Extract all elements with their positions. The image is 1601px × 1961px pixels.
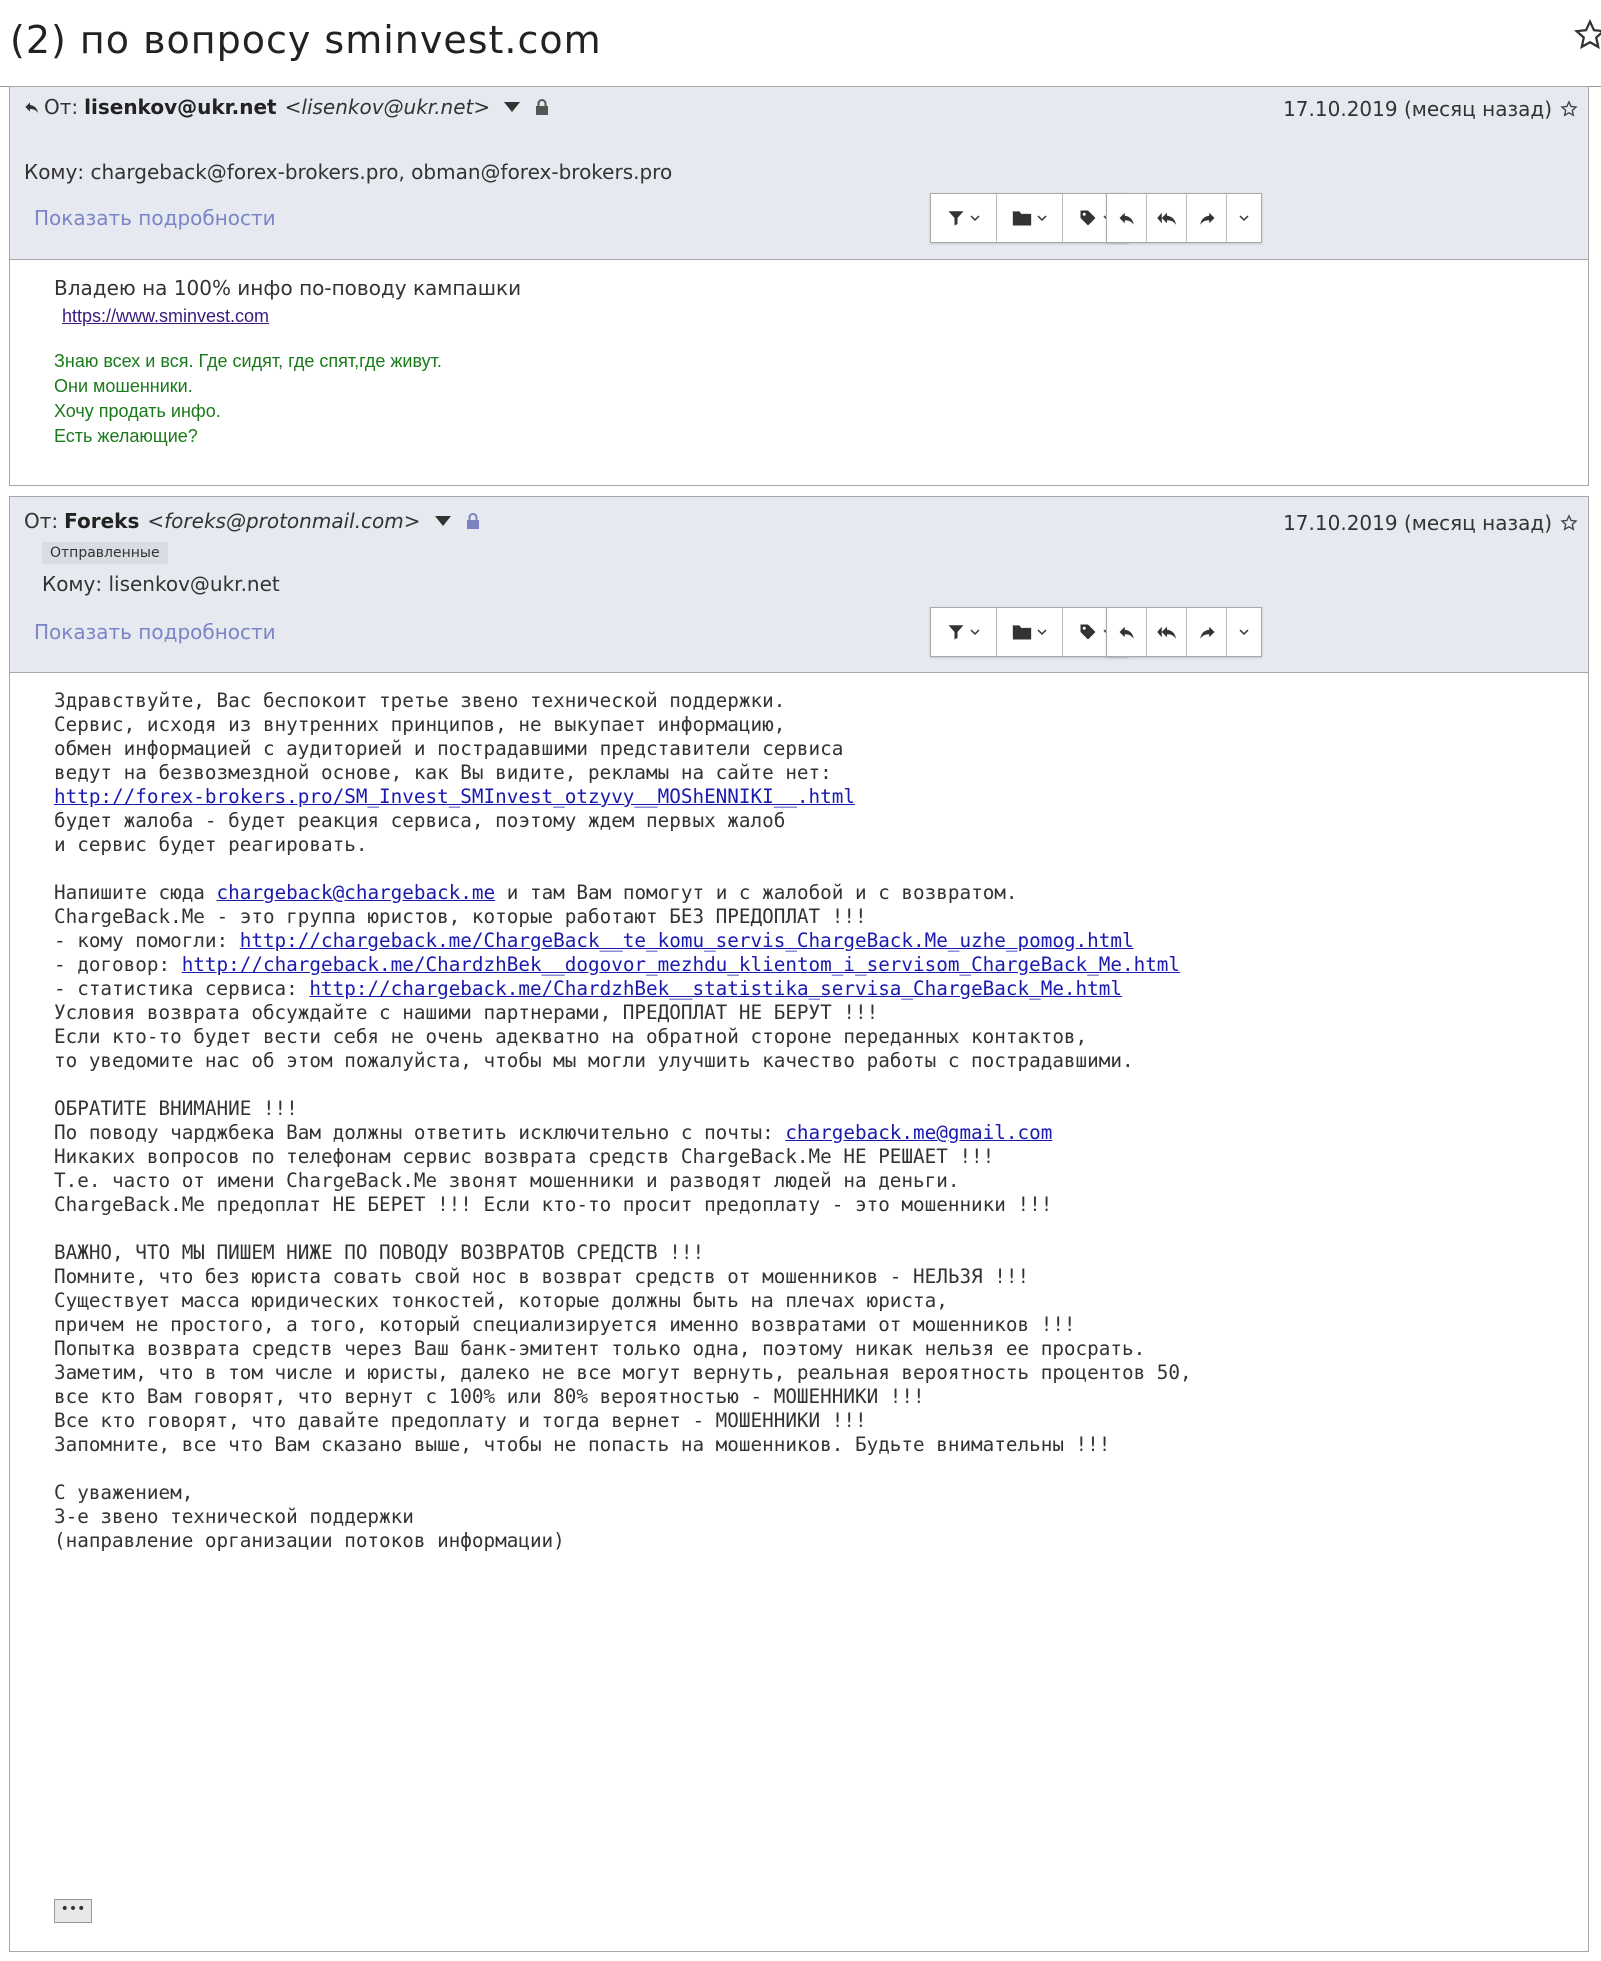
- reply-all-icon: [1156, 623, 1178, 641]
- toolbar-organize: [930, 607, 1129, 657]
- body-line: и сервис будет реагировать.: [54, 833, 368, 856]
- from-line: [24, 95, 550, 119]
- message-body-2: [10, 672, 1588, 1951]
- email-link[interactable]: chargeback@chargeback.me: [216, 881, 496, 904]
- chevron-down-icon: [1238, 212, 1250, 224]
- body-line: - кому помогли: http://chargeback.me/ChargeBack__te_komu_servis_ChargeBack.Me_uzhe_pomog.html: [54, 929, 1134, 952]
- body-link[interactable]: http://chargeback.me/ChardzhBek__statistika_servisa_ChargeBack_Me.html: [309, 977, 1122, 1000]
- chevron-down-icon[interactable]: [504, 102, 520, 112]
- from-email[interactable]: <foreks@protonmail.com>: [147, 509, 421, 533]
- toolbar-actions: [1106, 193, 1262, 243]
- message-text: [54, 689, 1192, 1553]
- filter-button[interactable]: [931, 194, 997, 242]
- chevron-down-icon: [1238, 626, 1250, 638]
- body-line: все кто Вам говорят, что вернут с 100% или 80% вероятностью - МОШЕННИКИ !!!: [54, 1385, 925, 1408]
- lock-icon: [465, 512, 481, 530]
- body-line: Здравствуйте, Вас беспокоит третье звено технической поддержки.: [54, 689, 786, 712]
- folder-button[interactable]: [997, 608, 1063, 656]
- body-line: обмен информацией с аудиторией и пострадавшими представители сервиса: [54, 737, 844, 760]
- email-link[interactable]: chargeback.me@gmail.com: [785, 1121, 1053, 1144]
- thread-title: (2) по вопросу sminvest.com: [10, 18, 602, 62]
- reply-button[interactable]: [1107, 608, 1147, 656]
- message-date: [1283, 511, 1578, 535]
- message-card-1: [9, 86, 1589, 486]
- lock-icon: [534, 98, 550, 116]
- from-name[interactable]: Foreks: [64, 509, 140, 533]
- body-line: Т.е. часто от имени ChargeBack.Me звонят мошенники и разводят людей на деньги.: [54, 1169, 960, 1192]
- body-line: Условия возврата обсуждайте с нашими партнерами, ПРЕДОПЛАТ НЕ БЕРУТ !!!: [54, 1001, 879, 1024]
- body-line: Заметим, что в том числе и юристы, далеко не все могут вернуть, реальная вероятность процентов 50,: [54, 1361, 1192, 1384]
- reply-all-button[interactable]: [1147, 194, 1187, 242]
- date-text: 17.10.2019 (месяц назад): [1283, 511, 1552, 535]
- to-label: Кому:: [24, 160, 85, 184]
- chevron-down-icon: [969, 212, 981, 224]
- to-line: [42, 572, 280, 596]
- show-details-link[interactable]: Показать подробности: [34, 620, 276, 644]
- chevron-down-icon: [969, 626, 981, 638]
- body-line: Попытка возврата средств через Ваш банк-эмитент только одна, поэтому никак нельзя ее просрать.: [54, 1337, 1146, 1360]
- message-date: [1283, 97, 1578, 121]
- body-line: Если кто-то будет вести себя не очень адекватно на обратной стороне переданных контактов,: [54, 1025, 1088, 1048]
- forward-button[interactable]: [1187, 608, 1227, 656]
- more-actions-button[interactable]: [1227, 194, 1261, 242]
- more-actions-button[interactable]: [1227, 608, 1261, 656]
- reply-all-button[interactable]: [1147, 608, 1187, 656]
- thread-header: [0, 0, 1601, 87]
- body-line: - договор: http://chargeback.me/ChardzhBek__dogovor_mezhdu_klientom_i_servisom_ChargeBack_Me.html: [54, 953, 1181, 976]
- body-line: Напишите сюда chargeback@chargeback.me и там Вам помогут и с жалобой и с возвратом.: [54, 881, 1018, 904]
- reply-icon: [1117, 209, 1137, 227]
- body-line: 3-е звено технической поддержки: [54, 1505, 414, 1528]
- tag-icon: [1078, 209, 1098, 227]
- to-label: Кому:: [42, 572, 103, 596]
- forward-icon: [1197, 209, 1217, 227]
- forward-button[interactable]: [1187, 194, 1227, 242]
- folder-icon: [1012, 623, 1032, 641]
- star-icon[interactable]: [1560, 100, 1578, 118]
- message-body-1: [10, 259, 1588, 485]
- body-line: ВАЖНО, ЧТО МЫ ПИШЕМ НИЖЕ ПО ПОВОДУ ВОЗВРАТОВ СРЕДСТВ !!!: [54, 1241, 705, 1264]
- body-link[interactable]: http://chargeback.me/ChardzhBek__dogovor_mezhdu_klientom_i_servisom_ChargeBack_Me.html: [181, 953, 1181, 976]
- star-icon[interactable]: [1560, 514, 1578, 532]
- body-line: будет жалоба - будет реакция сервиса, поэтому ждем первых жалоб: [54, 809, 786, 832]
- toolbar-actions: [1106, 607, 1262, 657]
- filter-icon: [947, 209, 965, 227]
- body-line: Сервис, исходя из внутренних принципов, не выкупает информацию,: [54, 713, 786, 736]
- tag-icon: [1078, 623, 1098, 641]
- body-line: Помните, что без юриста совать свой нос в возврат средств от мошенников - НЕЛЬЗЯ !!!: [54, 1265, 1030, 1288]
- filter-icon: [947, 623, 965, 641]
- folder-icon: [1012, 209, 1032, 227]
- body-title: Владею на 100% инфо по-поводу кампашки: [54, 276, 522, 300]
- body-line: Знаю всех и вся. Где сидят, где спят,где живут.: [54, 351, 442, 371]
- body-line: ChargeBack.Me предоплат НЕ БЕРЕТ !!! Если кто-то просит предоплату - это мошенники !!!: [54, 1193, 1053, 1216]
- body-line: причем не простого, а того, который специализируется именно возвратами от мошенников !!!: [54, 1313, 1076, 1336]
- body-line: По поводу чарджбека Вам должны ответить исключительно с почты: chargeback.me@gmail.com: [54, 1121, 1053, 1144]
- body-link[interactable]: http://chargeback.me/ChargeBack__te_komu_servis_ChargeBack.Me_uzhe_pomog.html: [239, 929, 1134, 952]
- show-quoted-button[interactable]: •••: [54, 1899, 92, 1923]
- body-line: ChargeBack.Me - это группа юристов, которые работают БЕЗ ПРЕДОПЛАТ !!!: [54, 905, 867, 928]
- body-link[interactable]: https://www.sminvest.com: [62, 306, 270, 326]
- from-label: От:: [44, 95, 79, 119]
- star-icon[interactable]: [1573, 18, 1601, 52]
- reply-all-icon: [1156, 209, 1178, 227]
- body-link[interactable]: http://forex-brokers.pro/SM_Invest_SMInvest_otzyvy__MOShENNIKI__.html: [54, 785, 855, 808]
- chevron-down-icon[interactable]: [435, 516, 451, 526]
- message-card-2: [9, 496, 1589, 1952]
- message-header-1: [10, 87, 1588, 260]
- from-label: От:: [24, 509, 59, 533]
- reply-button[interactable]: [1107, 194, 1147, 242]
- chevron-down-icon: [1036, 212, 1048, 224]
- folder-badge: Отправленные: [42, 542, 168, 564]
- date-text: 17.10.2019 (месяц назад): [1283, 97, 1552, 121]
- body-line: Никаких вопросов по телефонам сервис возврата средств ChargeBack.Me НЕ РЕШАЕТ !!!: [54, 1145, 995, 1168]
- toolbar-organize: [930, 193, 1129, 243]
- to-value: chargeback@forex-brokers.pro, obman@forex-brokers.pro: [90, 160, 673, 184]
- body-line: (направление организации потоков информации): [54, 1529, 565, 1552]
- from-name[interactable]: lisenkov@ukr.net: [84, 95, 277, 119]
- body-line: Есть желающие?: [54, 426, 198, 446]
- body-line: ОБРАТИТЕ ВНИМАНИЕ !!!: [54, 1097, 298, 1120]
- reply-icon: [1117, 623, 1137, 641]
- body-line: Все кто говорят, что давайте предоплату и тогда вернет - МОШЕННИКИ !!!: [54, 1409, 867, 1432]
- body-line: Запомните, все что Вам сказано выше, чтобы не попасть на мошенников. Будьте внимательны !!!: [54, 1433, 1111, 1456]
- from-line: [24, 509, 481, 533]
- show-details-link[interactable]: Показать подробности: [34, 206, 276, 230]
- chevron-down-icon: [1036, 626, 1048, 638]
- reply-icon: [24, 99, 40, 115]
- body-line: Хочу продать инфо.: [54, 401, 221, 421]
- message-header-2: [10, 497, 1588, 673]
- filter-button[interactable]: [931, 608, 997, 656]
- body-line: С уважением,: [54, 1481, 194, 1504]
- body-line: ведут на безвозмездной основе, как Вы видите, рекламы на сайте нет:: [54, 761, 832, 784]
- to-line: [24, 160, 672, 184]
- body-line: Они мошенники.: [54, 376, 193, 396]
- body-line: то уведомите нас об этом пожалуйста, чтобы мы могли улучшить качество работы с пострадавшими.: [54, 1049, 1134, 1072]
- body-line: - статистика сервиса: http://chargeback.me/ChardzhBek__statistika_servisa_ChargeBack_Me.html: [54, 977, 1122, 1000]
- body-line: Существует масса юридических тонкостей, которые должны быть на плечах юриста,: [54, 1289, 948, 1312]
- forward-icon: [1197, 623, 1217, 641]
- from-email[interactable]: <lisenkov@ukr.net>: [284, 95, 491, 119]
- folder-button[interactable]: [997, 194, 1063, 242]
- to-value: lisenkov@ukr.net: [108, 572, 280, 596]
